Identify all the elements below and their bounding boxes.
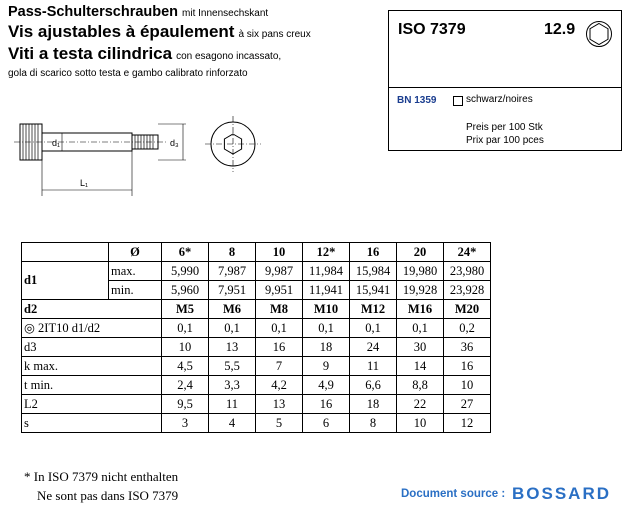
d2-row-label: d2 <box>22 300 162 319</box>
finish-checkbox[interactable] <box>453 96 463 106</box>
box-divider <box>389 87 621 88</box>
table-cell: 3,3 <box>209 376 256 395</box>
table-cell: 10 <box>397 414 444 433</box>
table-cell: 16 <box>256 338 303 357</box>
min-label: min. <box>109 281 162 300</box>
table-cell: 7,951 <box>209 281 256 300</box>
table-cell: 0,1 <box>303 319 350 338</box>
table-cell: 15,941 <box>350 281 397 300</box>
table-cell: 4,2 <box>256 376 303 395</box>
table-row <box>22 243 491 262</box>
title-french: Vis ajustables à épaulement à six pans creux <box>8 22 311 41</box>
footnote-german: * In ISO 7379 nicht enthalten <box>24 469 179 484</box>
table-cell: 11,984 <box>303 262 350 281</box>
table-cell: M6 <box>209 300 256 319</box>
size-cell: 24* <box>444 243 491 262</box>
table-cell: 0,1 <box>256 319 303 338</box>
size-cell: 12* <box>303 243 350 262</box>
table-cell: 18 <box>303 338 350 357</box>
table-cell: 2,4 <box>162 376 209 395</box>
finish-label: schwarz/noires <box>466 94 533 105</box>
table-cell: 4 <box>209 414 256 433</box>
table-cell: 18 <box>350 395 397 414</box>
table-cell: 9,5 <box>162 395 209 414</box>
table-cell: 30 <box>397 338 444 357</box>
table-row <box>22 395 491 414</box>
sizes-label: Ø <box>109 243 162 262</box>
table-cell: M16 <box>397 300 444 319</box>
table-cell: 4,9 <box>303 376 350 395</box>
table-cell: 5,5 <box>209 357 256 376</box>
table-cell: 11 <box>350 357 397 376</box>
d1-label: d₁ <box>52 138 61 148</box>
size-cell: 20 <box>397 243 444 262</box>
table-cell: 9,951 <box>256 281 303 300</box>
size-cell: 16 <box>350 243 397 262</box>
price-unit-french: Prix par 100 pces <box>466 135 544 146</box>
table-row <box>22 319 491 338</box>
table-cell: 10 <box>444 376 491 395</box>
hexagon-socket-icon <box>585 20 613 48</box>
table-cell: 8 <box>350 414 397 433</box>
table-row <box>22 414 491 433</box>
table-cell: 10 <box>162 338 209 357</box>
s-row-label: s <box>22 414 162 433</box>
d3-label: d₃ <box>170 138 179 148</box>
d3-row-label: d3 <box>22 338 162 357</box>
table-cell: 23,980 <box>444 262 491 281</box>
table-row <box>22 300 491 319</box>
table-cell: 16 <box>303 395 350 414</box>
table-row <box>22 376 491 395</box>
size-cell: 6* <box>162 243 209 262</box>
table-cell: 19,928 <box>397 281 444 300</box>
strength-grade: 12.9 <box>544 21 576 38</box>
size-cell: 10 <box>256 243 303 262</box>
table-row <box>22 262 491 281</box>
table-cell: M8 <box>256 300 303 319</box>
L1-label: L₁ <box>80 178 89 188</box>
table-cell: 0,1 <box>209 319 256 338</box>
table-cell: M12 <box>350 300 397 319</box>
table-cell: 5,990 <box>162 262 209 281</box>
screw-technical-drawing <box>0 100 300 200</box>
table-cell: 19,980 <box>397 262 444 281</box>
table-cell: 11 <box>209 395 256 414</box>
table-cell: 0,1 <box>397 319 444 338</box>
table-cell: M20 <box>444 300 491 319</box>
table-cell: 9 <box>303 357 350 376</box>
d1-row-label: d1 <box>22 262 109 300</box>
table-cell: 23,928 <box>444 281 491 300</box>
table-cell: 3 <box>162 414 209 433</box>
max-label: max. <box>109 262 162 281</box>
table-cell: 0,1 <box>162 319 209 338</box>
table-cell: 0,1 <box>350 319 397 338</box>
table-cell: 24 <box>350 338 397 357</box>
bossard-logo: BOSSARD <box>512 484 612 503</box>
title-italian: Viti a testa cilindrica con esagono incassato, <box>8 44 282 63</box>
L2-row-label: L2 <box>22 395 162 414</box>
table-cell: 7,987 <box>209 262 256 281</box>
table-cell: 6 <box>303 414 350 433</box>
k-row-label: k max. <box>22 357 162 376</box>
price-unit-german: Preis per 100 Stk <box>466 122 543 133</box>
table-cell: 12 <box>444 414 491 433</box>
table-row <box>22 357 491 376</box>
table-cell: 9,987 <box>256 262 303 281</box>
table-cell: 5 <box>256 414 303 433</box>
table-row <box>22 338 491 357</box>
table-cell: 13 <box>256 395 303 414</box>
t-row-label: t min. <box>22 376 162 395</box>
table-cell: 0,2 <box>444 319 491 338</box>
size-cell: 8 <box>209 243 256 262</box>
tolerance-row-label: ◎ 2IT10 d1/d2 <box>22 319 162 338</box>
table-cell: 11,941 <box>303 281 350 300</box>
standard-info-box <box>388 10 622 151</box>
table-cell: M5 <box>162 300 209 319</box>
table-cell: 5,960 <box>162 281 209 300</box>
title-german: Pass-Schulterschrauben mit Innensechskant <box>8 4 269 20</box>
table-cell: 13 <box>209 338 256 357</box>
document-source-label: Document source : <box>401 488 506 500</box>
footnote-french: Ne sont pas dans ISO 7379 <box>37 488 179 503</box>
table-cell: 14 <box>397 357 444 376</box>
table-cell: 7 <box>256 357 303 376</box>
table-cell: 16 <box>444 357 491 376</box>
table-cell: 22 <box>397 395 444 414</box>
table-cell: 36 <box>444 338 491 357</box>
table-cell: M10 <box>303 300 350 319</box>
table-cell: 4,5 <box>162 357 209 376</box>
table-cell: 15,984 <box>350 262 397 281</box>
table-cell: 27 <box>444 395 491 414</box>
bn-number: BN 1359 <box>397 95 437 106</box>
title-italian-continued: gola di scarico sotto testa e gambo calibrato rinforzato <box>8 68 248 79</box>
table-cell: 8,8 <box>397 376 444 395</box>
table-cell: 6,6 <box>350 376 397 395</box>
iso-standard: ISO 7379 <box>398 21 466 38</box>
dimension-table <box>21 242 491 433</box>
